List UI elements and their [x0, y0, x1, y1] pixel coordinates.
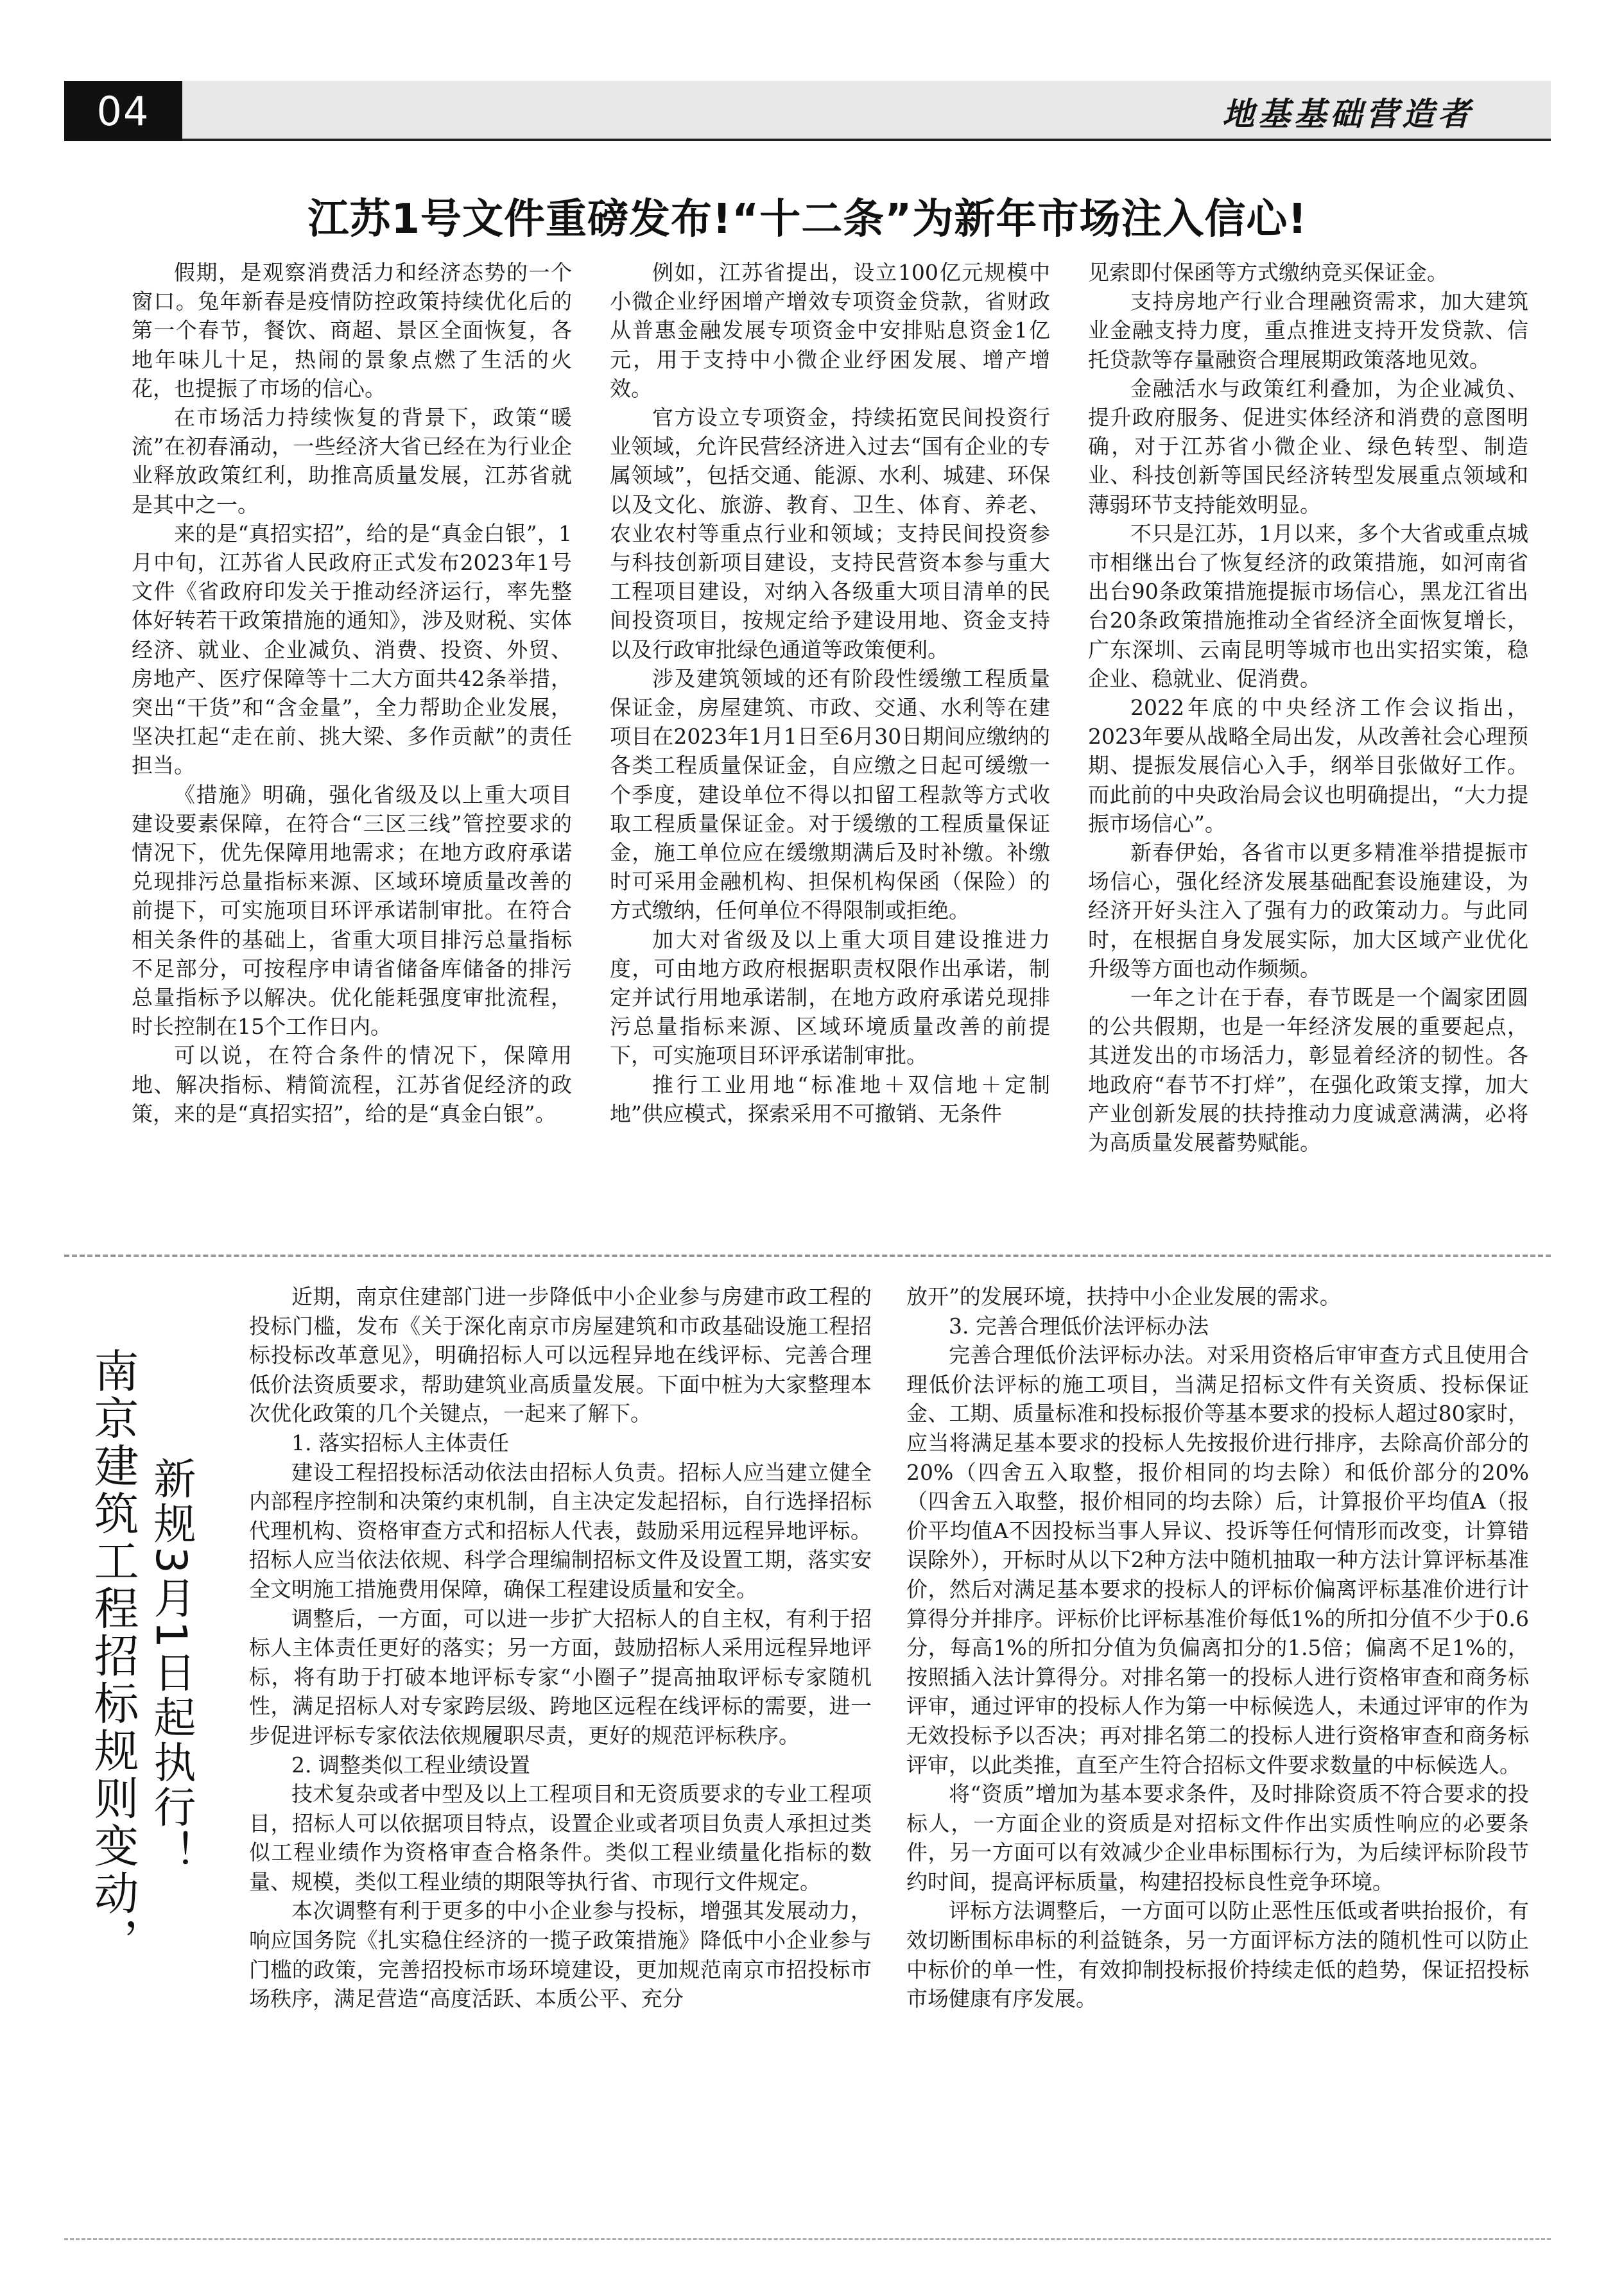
paragraph: 例如，江苏省提出，设立100亿元规模中小微企业纾困增产增效专项资金贷款，省财政从普惠金融发展专项资金中安排贴息资金1亿元，用于支持中小微企业纾困发展、增产增效。	[610, 260, 1050, 401]
article2-title-line1: 南京建筑工程招标规则变动，	[87, 1348, 139, 1965]
paragraph: 支持房地产行业合理融资需求，加大建筑业金融支持力度，重点推进支持开发贷款、信托贷款等存量融资合理展期政策落地见效。	[1088, 289, 1528, 372]
header-bar	[182, 81, 1551, 141]
paragraph: 推行工业用地“标准地＋双信地＋定制地”供应模式，探索采用不可撤销、无条件	[610, 1072, 1050, 1126]
paragraph: 不只是江苏，1月以来，多个大省或重点城市相继出台了恢复经济的政策措施，如河南省出台90条政策措施提振市场信心，黑龙江省出台20条政策措施推动全省经济全面恢复增长，广东深圳、云南昆明等城市也出实招实策，稳企业、稳就业、促消费。	[1088, 520, 1528, 691]
paragraph: 在市场活力持续恢复的背景下，政策“暖流”在初春涌动，一些经济大省已经在为行业企业释放政策红利，助推高质量发展，江苏省就是其中之一。	[132, 405, 572, 517]
article1-column-1	[132, 258, 572, 1157]
article2-title-line2: 新规3月1日起执行！	[146, 1457, 196, 1875]
section-divider	[64, 1255, 1551, 1257]
paragraph: 来的是“真招实招”，给的是“真金白银”，1月中旬，江苏省人民政府正式发布2023年1号文件《省政府印发关于推动经济运行，率先整体好转若干政策措施的通知》，涉及财税、实体经济、就业、企业减负、消费、投资、外贸、房地产、医疗保障等十二大方面共42条举措，突出“干货”和“含金量”，全力帮助企业发展，坚决扛起“走在前、挑大梁、多作贡献”的责任担当。	[132, 520, 572, 778]
section-heading: 3. 完善合理低价法评标办法	[949, 1313, 1209, 1339]
paragraph: 调整后，一方面，可以进一步扩大招标人的自主权，有利于招标人主体责任更好的落实；另一方面，鼓励招标人采用远程异地评标，将有助于打破本地评标专家“小圈子”提高抽取评标专家随机性，满足招标人对专家跨层级、跨地区远程在线评标的需要，进一步促进评标专家依法依规履职尽责，更好的规范评标秩序。	[249, 1606, 872, 1748]
paragraph: 可以说，在符合条件的情况下，保障用地、解决指标、精简流程，江苏省促经济的政策，来的是“真招实招”，给的是“真金白银”。	[132, 1043, 572, 1126]
paragraph: 近期，南京住建部门进一步降低中小企业参与房建市政工程的投标门槛，发布《关于深化南京市房屋建筑和市政基础设施工程招标投标改革意见》，明确招标人可以远程异地在线评标、完善合理低价法资质要求，帮助建筑业高质量发展。下面中桩为大家整理本次优化政策的几个关键点，一起来了解下。	[249, 1284, 872, 1426]
paragraph: 完善合理低价法评标办法。对采用资格后审审查方式且使用合理低价法评标的施工项目，当满足招标文件有关资质、投标保证金、工期、质量标准和投标报价等基本要求的投标人超过80家时，应当将满足基本要求的投标人先按报价进行排序，去除高价部分的20%（四舍五入取整，报价相同的均去除）和低价部分的20%（四舍五入取整，报价相同的均去除）后，计算报价平均值A（报价平均值A不因投标当事人异议、投诉等任何情形而改变，计算错误除外），开标时从以下2种方法中随机抽取一种方法计算评标基准价，然后对满足基本要求的投标人的评标价偏离评标基准价进行计算得分并排序。评标价比评标基准价每低1%的所扣分值不少于0.6分，每高1%的所扣分值为负偏离扣分的1.5倍；偏离不足1%的，按照插入法计算得分。对排名第一的投标人进行资格审查和商务标评审，通过评审的投标人作为第一中标候选人，未通过评审的作为无效投标予以否决；再对排名第二的投标人进行资格审查和商务标评审，以此类推，直至产生符合招标文件要求数量的中标候选人。	[906, 1342, 1529, 1778]
page-header	[64, 81, 1551, 141]
paragraph: 本次调整有利于更多的中小企业参与投标，增强其发展动力，响应国务院《扎实稳住经济的一揽子政策措施》降低中小企业参与门槛的政策，完善招投标市场环境建设，更加规范南京市招投标市场秩序，满足营造“高度活跃、本质公平、充分	[249, 1898, 872, 2012]
article1-body	[132, 258, 1528, 1157]
section-heading: 2. 调整类似工程业绩设置	[291, 1752, 530, 1778]
paragraph: 2022年底的中央经济工作会议指出，2023年要从战略全局出发，从改善社会心理预期、提振发展信心入手，纲举目张做好工作。而此前的中央政治局会议也明确提出，“大力提振市场信心”。	[1088, 695, 1528, 836]
article2-body	[249, 1282, 1529, 2014]
paragraph: 加大对省级及以上重大项目建设推进力度，可由地方政府根据职责权限作出承诺，制定并试行用地承诺制，在地方政府承诺兑现排污总量指标来源、区域环境质量改善的前提下，可实施项目环评承诺制审批。	[610, 927, 1050, 1068]
article1-column-3	[1088, 258, 1528, 1157]
paragraph: 涉及建筑领域的还有阶段性缓缴工程质量保证金，房屋建筑、市政、交通、水利等在建项目在2023年1月1日至6月30日期间应缴纳的各类工程质量保证金，自应缴之日起可缓缴一个季度，建设单位不得以扣留工程款等方式收取工程质量保证金。对于缓缴的工程质量保证金，施工单位应在缓缴期满后及时补缴。补缴时可采用金融机构、担保机构保函（保险）的方式缴纳，任何单位不得限制或拒绝。	[610, 665, 1050, 923]
paragraph: 金融活水与政策红利叠加，为企业减负、提升政府服务、促进实体经济和消费的意图明确，对于江苏省小微企业、绿色转型、制造业、科技创新等国民经济转型发展重点领域和薄弱环节支持能效明显。	[1088, 375, 1528, 517]
paragraph: 官方设立专项资金，持续拓宽民间投资行业领域，允许民营经济进入过去“国有企业的专属领域”，包括交通、能源、水利、城建、环保以及文化、旅游、教育、卫生、体育、养老、农业农村等重点行业和领域；支持民间投资参与科技创新项目建设，支持民营资本参与重大工程项目建设，对纳入各级重大项目清单的民间投资项目，按规定给予建设用地、资金支持以及行政审批绿色通道等政策便利。	[610, 405, 1050, 662]
article1-column-2	[610, 258, 1050, 1157]
section-heading: 1. 落实招标人主体责任	[291, 1430, 509, 1455]
paragraph: 新春伊始，各省市以更多精准举措提振市场信心，强化经济发展基础配套设施建设，为经济开好头注入了强有力的政策动力。与此同时，在根据自身发展实际，加大区域产业优化升级等方面也动作频频。	[1088, 840, 1528, 981]
paragraph: 建设工程招投标活动依法由招标人负责。招标人应当建立健全内部程序控制和决策约束机制，自主决定发起招标，自行选择招标代理机构、资格审查方式和招标人代表，鼓励采用远程异地评标。招标人应当依法依规、科学合理编制招标文件及设置工期，落实安全文明施工措施费用保障，确保工程建设质量和安全。	[249, 1459, 872, 1602]
page-number: 04	[64, 81, 182, 141]
paragraph: 放开”的发展环境，扶持中小企业发展的需求。	[906, 1284, 1341, 1309]
paragraph: 见索即付保函等方式缴纳竞买保证金。	[1088, 260, 1448, 285]
paragraph: 将“资质”增加为基本要求条件，及时排除资质不符合要求的投标人，一方面企业的资质是对招标文件作出实质性响应的必要条件，另一方面可以有效减少企业串标围标行为，为后续评标阶段节约时间，提高评标质量，构建招投标良性竞争环境。	[906, 1781, 1529, 1894]
paragraph: 《措施》明确，强化省级及以上重大项目建设要素保障，在符合“三区三线”管控要求的情况下，优先保障用地需求；在地方政府承诺兑现排污总量指标来源、区域环境质量改善的前提下，可实施项目环评承诺制审批。在符合相关条件的基础上，省重大项目排污总量指标不足部分，可按程序申请省储备库储备的排污总量指标予以解决。优化能耗强度审批流程，时长控制在15个工作日内。	[132, 782, 572, 1040]
brand-logo-text: 地基基础营造者	[1222, 95, 1474, 133]
paragraph: 评标方法调整后，一方面可以防止恶性压低或者哄抬报价，有效切断围标串标的利益链条，另一方面评标方法的随机性可以防止中标价的单一性，有效抑制投标报价持续走低的趋势，保证招投标市场健康有序发展。	[906, 1898, 1529, 2012]
article1-title: 江苏1号文件重磅发布!“十二条”为新年市场注入信心!	[307, 196, 1308, 243]
paragraph: 一年之计在于春，春节既是一个阖家团圆的公共假期，也是一年经济发展的重要起点，其迸发出的市场活力，彰显着经济的韧性。各地政府“春节不打烊”，在强化政策支撑，加大产业创新发展的扶持推动力度诚意满满，必将为高质量发展蓄势赋能。	[1088, 985, 1528, 1156]
article2-column-2	[906, 1282, 1529, 2014]
paragraph: 技术复杂或者中型及以上工程项目和无资质要求的专业工程项目，招标人可以依据项目特点，设置企业或者项目负责人承担过类似工程业绩作为资格审查合格条件。类似工程业绩量化指标的数量、规模，类似工程业绩的期限等执行省、市现行文件规定。	[249, 1781, 872, 1894]
article2-column-1	[249, 1282, 872, 2014]
paragraph: 假期，是观察消费活力和经济态势的一个窗口。兔年新春是疫情防控政策持续优化后的第一个春节，餐饮、商超、景区全面恢复，各地年味儿十足，热闹的景象点燃了生活的火花，也提振了市场的信心。	[132, 260, 572, 401]
bottom-divider	[64, 2238, 1551, 2240]
